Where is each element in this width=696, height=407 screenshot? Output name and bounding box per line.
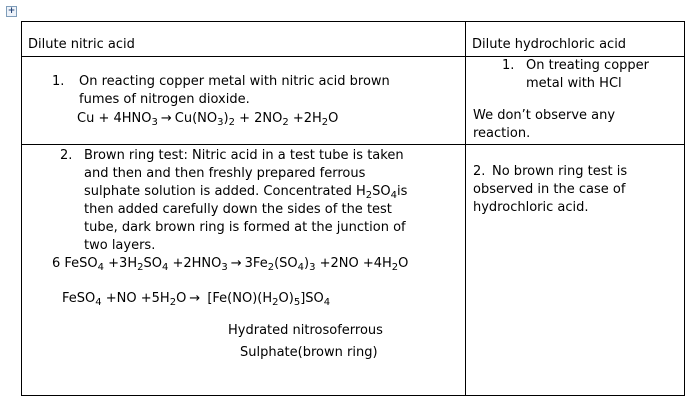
cell-hcl-copper	[466, 57, 685, 145]
table-row	[22, 145, 685, 396]
cell-nitric-brown-ring	[22, 145, 466, 396]
paragraph-text: We don’t observe any	[473, 108, 616, 123]
reaction-arrow-icon: →	[189, 291, 201, 306]
list-number: 2.	[60, 148, 73, 163]
header-hydrochloric-label: Dilute hydrochloric acid	[472, 37, 627, 52]
header-cell-nitric	[22, 22, 466, 57]
table-row	[22, 57, 685, 145]
reaction-arrow-icon: →	[230, 256, 242, 271]
list-item-text: observed in the case of	[473, 182, 626, 197]
header-nitric-label: Dilute nitric acid	[28, 37, 135, 52]
product-caption: Sulphate(brown ring)	[240, 345, 378, 360]
comparison-table	[21, 21, 685, 396]
reaction-arrow-icon: →	[160, 111, 172, 126]
cell-hcl-brown-ring	[466, 145, 685, 396]
list-item-text: Brown ring test: Nitric acid in a test tube is taken	[84, 148, 404, 163]
list-item-text: fumes of nitrogen dioxide.	[79, 92, 250, 107]
list-item-text: On reacting copper metal with nitric acid brown	[79, 74, 390, 89]
table-move-handle-icon[interactable]: +	[7, 6, 16, 16]
product-caption: Hydrated nitrosoferrous	[228, 323, 383, 338]
list-item-text: tube, dark brown ring is formed at the junction of	[84, 220, 406, 235]
list-item-text: metal with HCl	[526, 76, 622, 91]
header-row	[22, 22, 685, 57]
list-item-text: then added carefully down the sides of the test	[84, 202, 392, 217]
equation-brown-ring-step2: FeSO$_4$ $+NO +5H_2O \to [Fe(NO)(H_2O)_5]SO_4$	[62, 291, 331, 308]
list-item-text: sulphate solution is added. Concentrated $H_2SO_4is$	[84, 184, 408, 201]
equation-brown-ring-step1: 6 FeSO$_4$ $+3H_2SO_4 +2HNO_3 \to 3Fe_2(SO_4)_3 +2NO +4H_2O$	[52, 256, 409, 273]
cell-nitric-copper	[22, 57, 466, 145]
header-cell-hydrochloric	[466, 22, 685, 57]
list-number: 2.	[473, 164, 486, 179]
list-item-text: On treating copper	[526, 58, 650, 73]
paragraph-text: reaction.	[473, 126, 531, 141]
list-item-text: No brown ring test is	[492, 164, 628, 179]
list-item-text: and then and then freshly prepared ferrous	[84, 166, 366, 181]
list-item-text: two layers.	[84, 238, 156, 253]
list-item-text: hydrochloric acid.	[473, 200, 589, 215]
list-number: 1.	[502, 58, 515, 73]
list-number: 1.	[52, 74, 65, 89]
equation-copper-nitric: $Cu + 4HNO_3 \to Cu(NO_3)_2 + 2NO_2 +2H_2O$	[77, 111, 339, 128]
